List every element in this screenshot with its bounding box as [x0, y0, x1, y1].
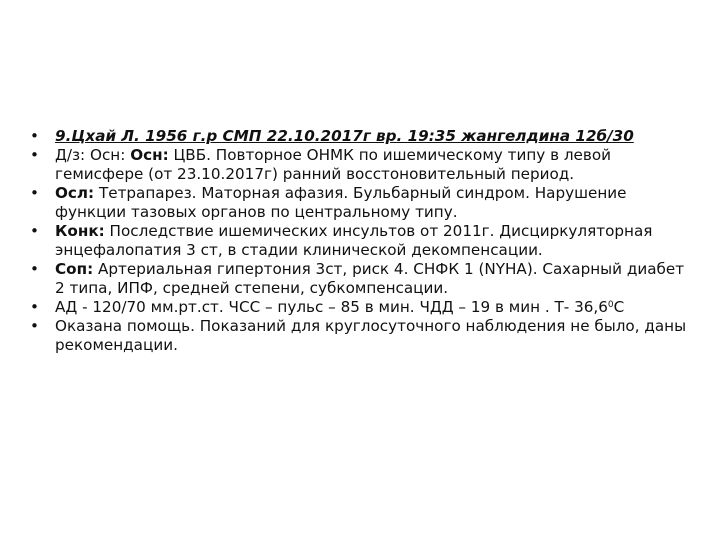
degree-superscript: 0: [607, 300, 614, 310]
list-item: [30, 260, 695, 298]
diagnosis-main-label: Осн:: [130, 146, 169, 164]
vitals-text: АД - 120/70 мм.рт.ст. ЧСС – пульс – 85 в мин. ЧДД – 19 в мин . Т- 36,6: [55, 298, 608, 316]
competing-label: Конк:: [55, 222, 105, 240]
vitals-unit: С: [613, 298, 625, 316]
diagnosis-main-text: ЦВБ. Повторное ОНМК по ишемическому типу в левой гемисфере (от 23.10.2017г) ранний восстоновительный период.: [55, 146, 612, 183]
complications-label: Осл:: [55, 184, 95, 202]
bullet-icon: •: [30, 222, 39, 240]
list-item: [30, 127, 695, 146]
concomitant-text: Артериальная гипертония 3ст, риск 4. СНФК 1 (NYHA). Сахарный диабет 2 типа, ИПФ, средней степени, субкомпенсации.: [55, 260, 685, 297]
patient-header: 9.Цхай Л. 1956 г.р СМП 22.10.2017г вр. 19:35 жангелдина 12б/30: [55, 127, 634, 145]
list-item: [30, 298, 695, 317]
bullet-icon: •: [30, 127, 39, 145]
outcome-text: Оказана помощь. Показаний для круглосуточного наблюдения не было, даны рекомендации.: [55, 317, 687, 354]
complications-text: Тетрапарез. Маторная афазия. Бульбарный синдром. Нарушение функции тазовых органов по центральному типу.: [55, 184, 627, 221]
list-item: [30, 146, 695, 184]
bullet-list: [30, 127, 695, 355]
bullet-icon: •: [30, 146, 39, 164]
list-item: [30, 317, 695, 355]
diagnosis-prefix: Д/з: Осн:: [55, 146, 131, 164]
concomitant-label: Соп:: [55, 260, 94, 278]
bullet-icon: •: [30, 317, 39, 335]
bullet-icon: •: [30, 184, 39, 202]
bullet-icon: •: [30, 298, 39, 316]
bullet-icon: •: [30, 260, 39, 278]
list-item: [30, 222, 695, 260]
list-item: [30, 184, 695, 222]
competing-text: Последствие ишемических инсультов от 2011г. Дисциркуляторная энцефалопатия 3 ст, в стадии клинической декомпенсации.: [55, 222, 653, 259]
